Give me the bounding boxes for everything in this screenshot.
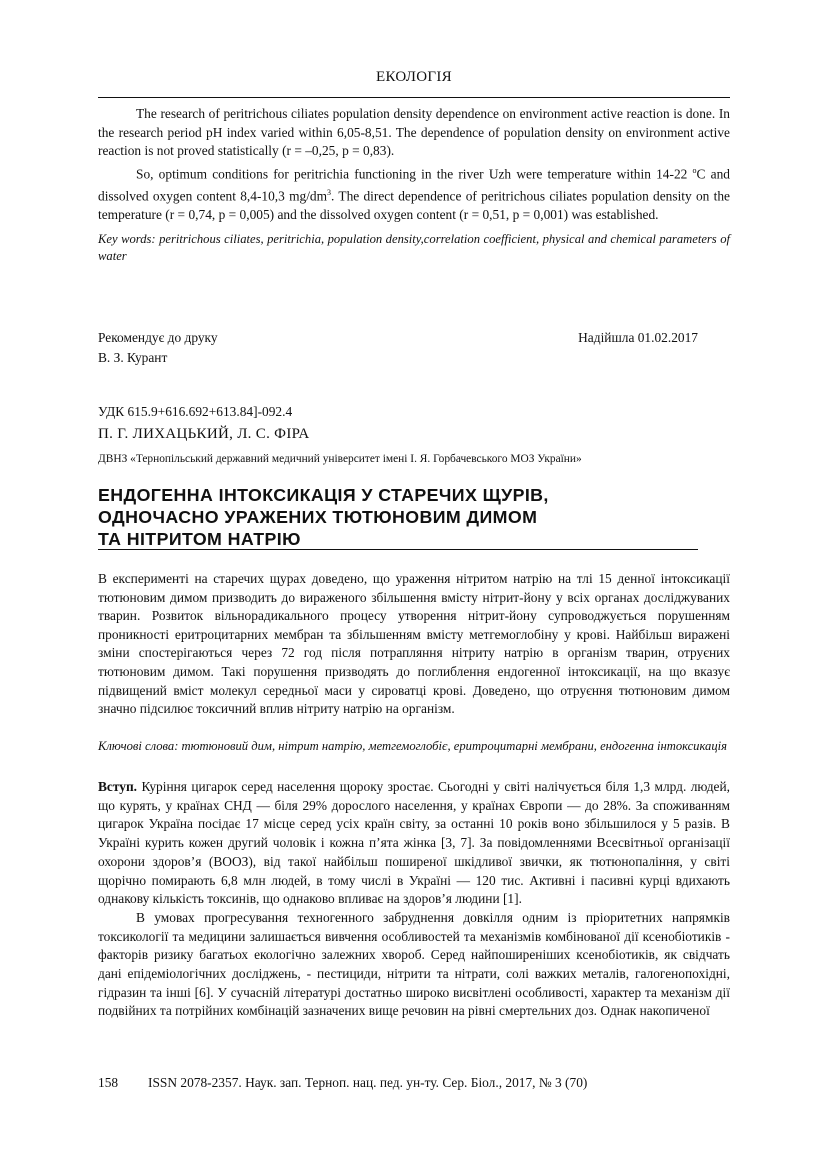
author-affiliation: ДВНЗ «Тернопільський державний медичний університет імені І. Я. Горбачевського МОЗ України» <box>98 453 582 465</box>
ukrainian-abstract <box>98 570 730 719</box>
english-abstract-paragraph-2 <box>98 162 730 225</box>
title-line-1: ЕНДОГЕННА ІНТОКСИКАЦІЯ У СТАРЕЧИХ ЩУРІВ, <box>98 485 549 505</box>
recommended-label: Рекомендує до друку <box>98 330 218 345</box>
english-abstract-text-part-2: C and dissolved oxygen content 8,4-10,3 mg/dm <box>98 166 730 204</box>
degree-superscript: o <box>692 165 697 175</box>
cube-superscript: 3 <box>327 187 332 197</box>
introduction-label: Вступ. <box>98 779 138 794</box>
title-line-3: ТА НІТРИТОМ НАТРІЮ <box>98 529 301 549</box>
ukrainian-keywords: Ключові слова: тютюновий дим, нітрит натрію, метгемоглобіє, еритроцитарні мембрани, ендогенна інтоксикація <box>98 739 727 753</box>
udc-code: УДК 615.9+616.692+613.84]-092.4 <box>98 404 293 419</box>
english-abstract <box>98 105 730 278</box>
page-footer <box>98 1075 730 1091</box>
english-abstract-text-part-1: So, optimum conditions for peritrichia functioning in the river Uzh were temperature within 14-22 <box>136 166 693 182</box>
abstract-text: В експерименті на старечих щурах доведено, що ураження нітритом натрію на тлі 15 денної інтоксикації тютюновим димом призводить до вираженого збільшення вмісту нітрит-йону у всіх органах досліджуваних тварин. Розвиток вільнорадикального процесу утворення нітрит-йону супроводжується порушенням проникності еритроцитарних мембран та збільшенням вмісту метгемоглобіну у крові. Найбільш виражені зміни спостерігаються через 72 год після потрапляння нітриту натрію в організм тварин, отруєних тютюновим димом. Такі порушення призводять до поглиблення ендогенної інтоксикації, на що вказує підвищений вміст молекул середньої маси у сироватці крові. Доведено, що отруєння тютюновим димом значно підсилює токсичний вплив нітриту натрію на організм. <box>98 571 730 717</box>
header-divider <box>98 97 730 98</box>
introduction-text: Куріння цигарок серед населення щороку зростає. Сьогодні у світі налічується біля 1,3 млрд. людей, що курять, у країнах СНД — біля 29% дорослого населення, у країнах Європи — до 28%. За споживанням цигарок Україна посідає 17 місце серед усіх країн світу, за останні 10 років воно збільшилося у 5 разів. В Україні курить кожен другий чоловік і кожна п’ята жінка [3, 7]. За повідомленнями Всесвітньої організації охорони здоров’я (ВООЗ), від такої найбільш поширеної шкідливої звички, як тютюнопаління, у світі щорічно помирають 6,8 млн людей, в тому числі в Україні — 120 тис. Активні і пасивні курці вдихають однакову кількість токсинів, що однаково впливає на здоров’я людини [1]. <box>98 779 730 907</box>
received-date: Надійшла 01.02.2017 <box>578 330 698 345</box>
journal-citation: ISSN 2078-2357. Наук. зап. Терноп. нац. пед. ун-ту. Сер. Біол., 2017, № 3 (70) <box>148 1075 588 1090</box>
body-paragraph-2: В умовах прогресування техногенного забруднення довкілля одним із пріоритетних напрямків токсикології та медицини залишається вивчення особливостей та механізмів комбінованої дії ксенобіотиків - факторів ризику багатьох екологічно залежних хвороб. Серед найпоширеніших ксенобіотиків, як свідчать дані епідеміологічних досліджень, - пестициди, нітрити та нітрати, солі важких металів, галогенопохідні, гідразин та інші [6]. У сучасній літературі достатньо широко висвітлені особливості, характер та механізм дії подвійних та потрійних комбінацій зазначених вище речовин на рівні смертельних доз. Однак накопиченої <box>98 909 730 1019</box>
english-abstract-text-part-3: . The direct dependence of peritrichous ciliates population density on the temperature (r = 0,74, p = 0,005) and the dissolved oxygen content (r = 0,51, p = 0,001) was established. <box>98 188 730 222</box>
article-authors: П. Г. ЛИХАЦЬКИЙ, Л. С. ФІРА <box>98 426 310 442</box>
article-body <box>98 778 730 1021</box>
article-title <box>98 484 698 550</box>
title-line-2: ОДНОЧАСНО УРАЖЕНИХ ТЮТЮНОВИМ ДИМОМ <box>98 507 538 527</box>
title-underline <box>98 549 698 550</box>
reviewer-name: В. З. Курант <box>98 350 168 365</box>
page-number: 158 <box>98 1075 119 1090</box>
english-keywords: Key words: peritrichous ciliates, peritrichia, population density,correlation coefficient, physical and chemical parameters of water <box>98 231 730 263</box>
running-header: ЕКОЛОГІЯ <box>376 69 452 85</box>
publication-meta <box>98 328 730 368</box>
english-abstract-paragraph-1: The research of peritrichous ciliates population density dependence on environment active reaction is done. In the research period pH index varied within 6,05-8,51. The dependence of population density on environment active reaction is not proved statistically (r = –0,25, p = 0,83). <box>98 106 730 159</box>
introduction-paragraph <box>98 778 730 909</box>
